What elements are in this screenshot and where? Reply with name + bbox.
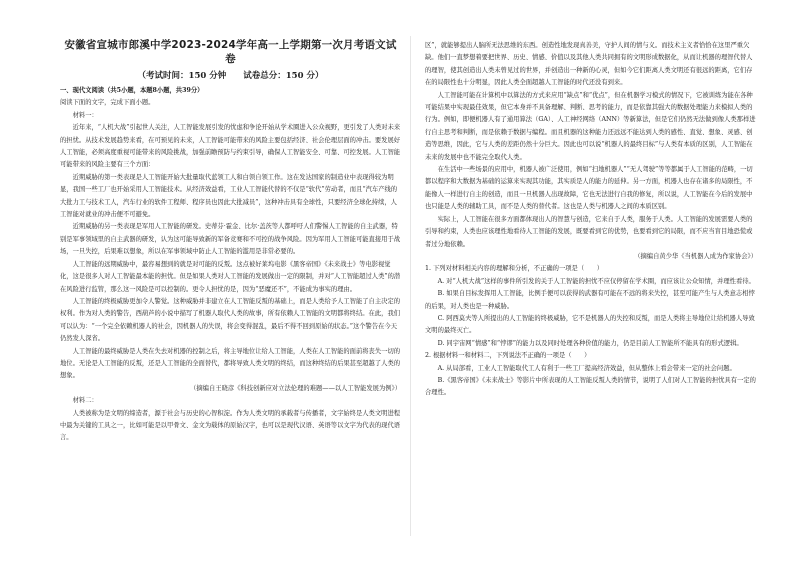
- question-1-option-d: D. 同宇宙网“情感”和“悖谬”的能力以及同时处理各种价值的能力，仍是目前人工智能所不能具有的形式逻辑。: [437, 339, 743, 347]
- paragraph: 近期威胁的另一类表现是军用人工智能的研发。史蒂芬·霍金、比尔·盖茨等人都呼吁人们警惕人工智能的自主武器，特别是军事领域里的自主武器的研发，认为这可能导致新的军备竞赛和不可控的战争风险。因为军用人工智能可能直接用于战场，一旦失控，后果难以想象，所以在军事领域中防止人工智能的滥用是非常必要的。: [60, 223, 401, 256]
- question-1-option-b: B. 如果自目标发挥用人工智能，比例手便可以获得的武器有可能在不远的将来失控，甚至可能产生与人类意志相悖的后果，对人类也是一种威胁。: [425, 290, 755, 310]
- question-2: 2. 根据材料一和材料二，下列说法不正确的一项是（ ）: [425, 352, 591, 360]
- right-column: [425, 40, 757, 400]
- material-one-label: 材料一：: [72, 111, 98, 119]
- paragraph: 实际上，人工智能在很多方面都体现出人的智慧与创造，它来自于人类，服务于人类。人工智能的发展需要人类的引导和约束，人类也应该理性地看待人工智能的发展，既要看到它的优势，也要看到它的局限，而不应当盲目地恐慌或者过分地依赖。: [425, 215, 753, 248]
- paragraph: 人工智能的远期威胁中，最容易想到的就是对可能的反叛。这点被好莱坞电影《黑客帝国》《未来战士》等电影视觉化，这是很多人对人工智能最本能的担忧。但是如果人类对人工智能的发展做出一定的限制，并对“人工智能超过人类”的潜在风险进行监管，那么这一风险是可以控制的。更令人担忧的是，因为“恶魔还不”，不能成为事实的理由。: [60, 260, 401, 293]
- question-1: 1. 下列对材料相关内容的理解和分析，不正确的一项是（ ）: [425, 265, 604, 273]
- question-2-option-b: B.《黑客帝国》《未来战士》等影片中所表现的人工智能反叛人类的情节，说明了人们对人工智能的担忧具有一定的合理性。: [425, 376, 756, 397]
- exam-subtitle: （考试时间：150 分钟 试卷总分：150 分）: [137, 71, 324, 81]
- left-column: [60, 38, 401, 445]
- material-two-label: 材料二：: [72, 397, 98, 405]
- source-citation: （摘编自王晓彦《科技创新应对立法伦理的难题——以人工智能发展为例》）: [190, 384, 401, 392]
- column-divider: [410, 36, 411, 536]
- exam-title: 安徽省宣城市郎溪中学2023-2024学年高一上学期第一次月考语文试卷: [64, 39, 397, 65]
- question-1-option-a: A. 对“人机大战”这样的事件所引发的关于人工智能的担忧不应仅停留在学术圈，而应该让公众知情，并理性看待。: [437, 277, 755, 285]
- paragraph: 在生活中一些场景的应用中，机器人被广泛使用，例如“扫地机器人”“无人驾驶”等等都属于人工智能的范畴，一切都以程序和大数据为基础的运算来实现其功能，其实质是人的能力的延伸。另一方面，机器人也存在诸多的局限性，不能像人一样进行自主的创造，而且一旦机器人出现故障，它也无法进行自我的修复，所以说，人工智能在今后的发展中也只能是人类的辅助工具，而不是人类的替代者。这也是人类与机器人之间的本质区别。: [425, 166, 753, 211]
- paragraph: 人工智能的最终威胁是人类在失去对机器的控制之后，将主导地位让给人工智能，人类在人工智能的面前将丧失一切的地位。无论是人工智能的反叛，还是人工智能的全面替代，都将导致人类文明的终结，而这种终结的后果甚至超越了人类的想象。: [60, 347, 401, 380]
- section-intro: 阅读下面的文字，完成下面小题。: [60, 99, 155, 107]
- question-2-option-a: A. 从局部看，工业人工智能取代工人有利于一些工厂提高经济效益，但从整体上看会带来一定的社会问题。: [437, 364, 736, 372]
- question-1-option-c: C. 阿西莫夫等人所提出的人工智能的终极威胁，它不是机器人的失控和反叛，而是人类将主导地位让给机器人导致文明的最终灭亡。: [425, 314, 755, 335]
- paragraph: 人工智能的终极威胁更加令人警觉。这种威胁并非建立在人工智能反叛的基础上，而是人类给予人工智能了自主决定的权利。作为对人类的警告，西葫芦的小说中描写了机器人取代人类的故事，所有依赖人工智能的文明都将终结。在此，我们可以认为：“一个完全依赖机器人的社会，因机器人的失误，将会变得混乱，最后不得不回到原始的状态。”这个警告在今天仍然发人深省。: [60, 297, 401, 343]
- paragraph: 区”，就能够提出人脑所无法思维的东西。创造性地发现真善美，守护人间的情与义。而技术主义者恰恰在这里严重欠缺。他们一直梦想着要把世界、历史、情感、价值以及其他人类共同拥有的文明形成数据化，从而让机器的理智代替人的理智，使其创造出人类未曾见过的世界，并创造出一种新的心灵，但如今它们距离人类文明还有很远的距离，它们存在的局限性也十分明显，因此人类全面超越人工智能的时代还没有到来。: [425, 42, 753, 87]
- source-citation: （摘编自黄少华《当机器人成为作家协会》）: [634, 252, 757, 260]
- section-heading: 一、现代文阅读（共5小题，本题8小题，共39分）: [60, 87, 204, 94]
- paragraph: 人工智能可能在计算机中以算法的方式来应用“缺点”和“优点”，但在机器学习模式的情况下，它被训练为能在各种可能结果中实现最佳效果，但它本身并不具备理解、判断、思考的能力，而是依靠其强大的数据处理能力来模拟人类的行为。例如，即便机器人有了通用算法（GA）、人工神经网络（ANN）等新算法，但是它们仍然无法做到像人类那样进行自主思考和判断，而是依赖于数据与编程。而且机器的这种能力还远远不能达到人类的感性、直觉、想象、灵感、创造等思维，因此，它与人类的差距仍然十分巨大。因此也可以说“机器人的最终目标”与人类有本质的区别，人工智能在未来的发展中也不能完全取代人类。: [425, 91, 756, 161]
- paragraph: 人类被称为是文明的缔造者，源于社会与历史的心智积淀。作为人类文明的承载者与传播者，文字始终是人类文明进程中最为关键的工具之一，比如可能是以甲骨文、金文为载体的原始汉字，也可以是现代汉语、英语等以文字为代表的现代语言。: [60, 409, 401, 442]
- paragraph: 近期威胁的第一类表现是人工智能开始大批量取代蓝领工人和白领自领工作。这在发达国家的制造业中表现得较为明显，我国一些工厂也开始采用人工智能技术。从经济效益看，工业人工智能代替的不仅是“软代”劳动者，而且“汽车产线的大批力工与技术工人，汽车行业的软件工程师、程序员也因此大批减员”，这种冲击具有全球性，只要经济全球化持续，人工智能对就业的冲击便不可避免。: [60, 173, 398, 219]
- paragraph: 近年来，“人机大战”引起世人关注，人工智能发展引发的忧虑和争论开始从学术圈进入公众视野，更引发了人类对未来的担忧。从技术发展趋势来看，在可预见的未来，人工智能可能带来的风险主要包括经济、社会伦理层面的冲击。要发展好人工智能，必须高度重视可能带来的风险挑战，加强前瞻预防与约束引导，确保人工智能安全、可靠、可控发展。人工智能可能带来的风险主要有三个方面：: [60, 124, 401, 169]
